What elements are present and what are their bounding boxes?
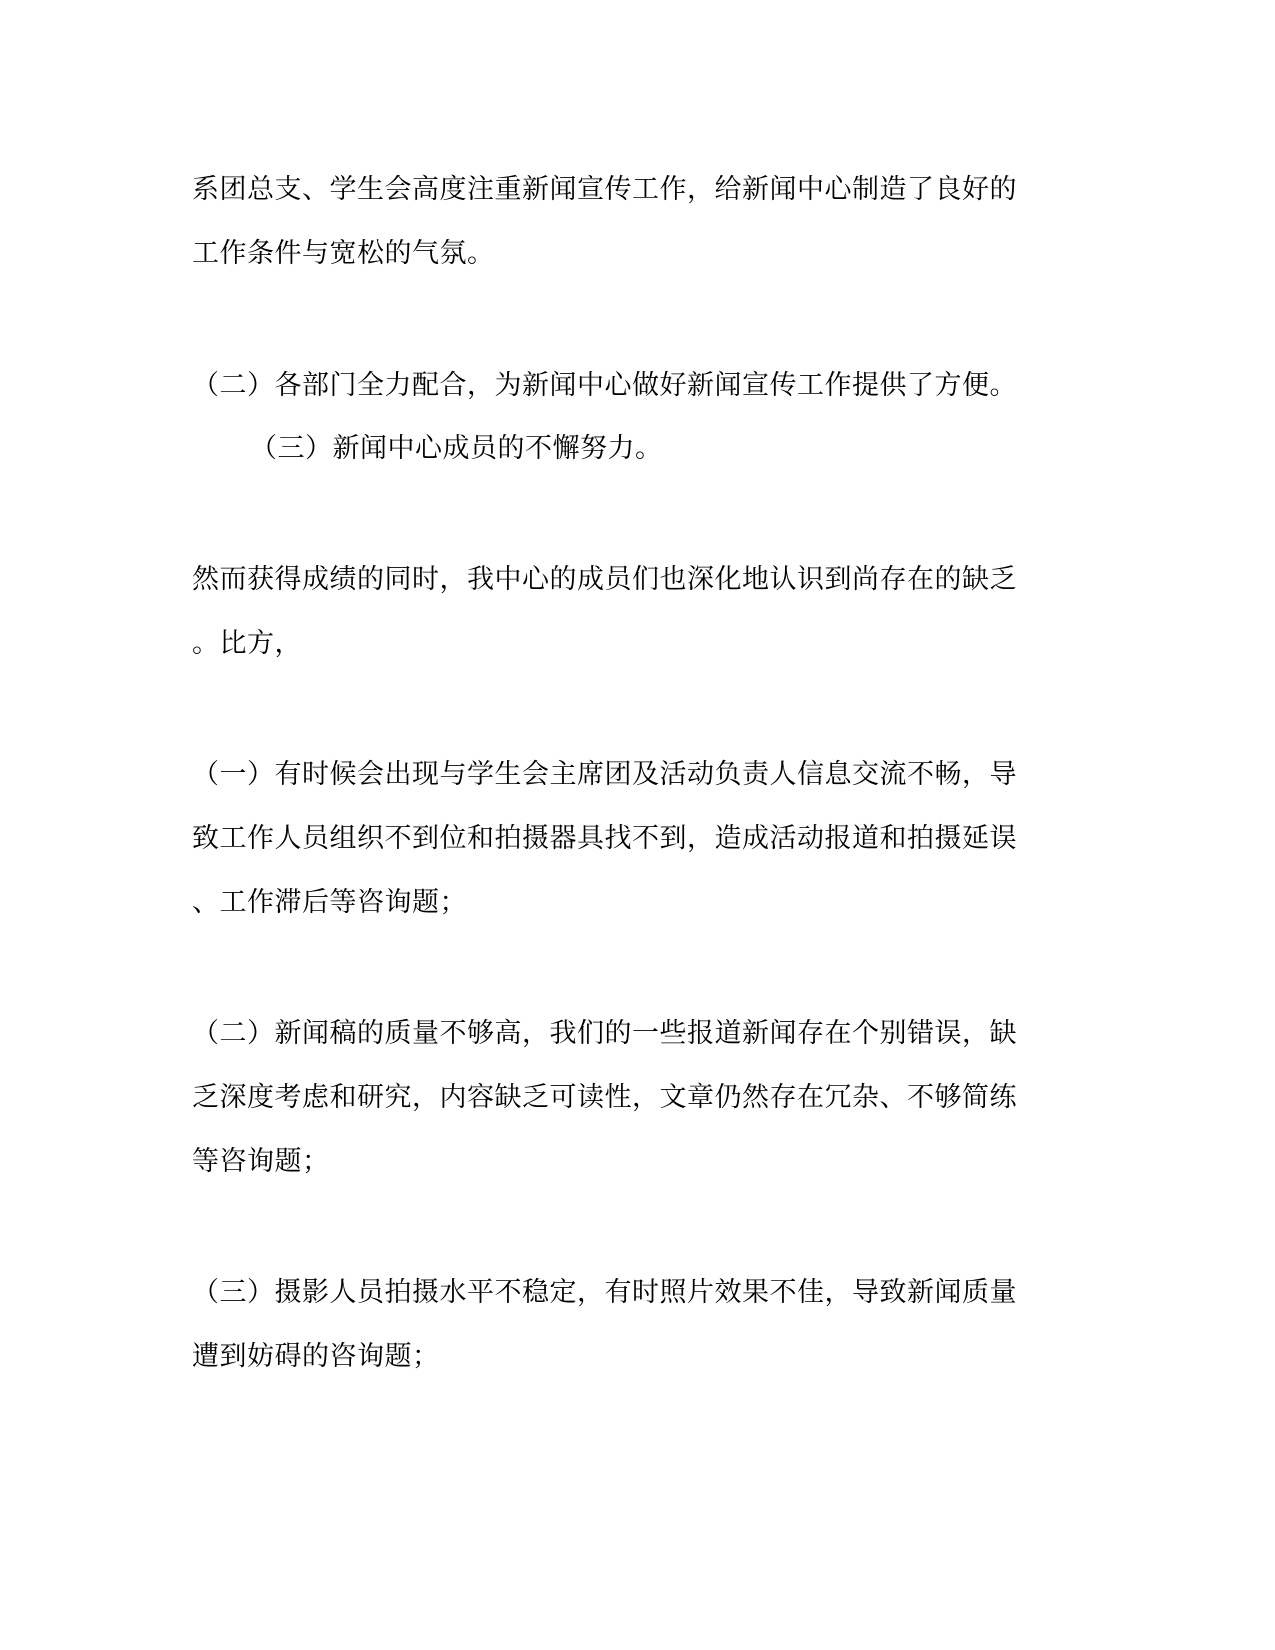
text-line: 系团总支、学生会高度注重新闻宣传工作，给新闻中心制造了良好的 xyxy=(192,174,1017,205)
text-line: （二）各部门全力配合，为新闻中心做好新闻宣传工作提供了方便。 xyxy=(192,370,1017,401)
text-line: 等咨询题； xyxy=(192,1146,330,1177)
text-line: 然而获得成绩的同时，我中心的成员们也深化地认识到尚存在的缺乏 xyxy=(192,564,1017,595)
text-line: 遭到妨碍的咨询题； xyxy=(192,1341,440,1372)
text-line: 乏深度考虑和研究，内容缺乏可读性，文章仍然存在冗杂、不够简练 xyxy=(192,1082,1017,1113)
text-line: 致工作人员组织不到位和拍摄器具找不到，造成活动报道和拍摄延误 xyxy=(192,823,1017,854)
text-line: （一）有时候会出现与学生会主席团及活动负责人信息交流不畅，导 xyxy=(192,759,1017,790)
text-line: 工作条件与宽松的气氛。 xyxy=(192,238,495,269)
text-line: （二）新闻稿的质量不够高，我们的一些报道新闻存在个别错误，缺 xyxy=(192,1018,1017,1049)
text-line: 、工作滞后等咨询题； xyxy=(192,887,467,918)
text-line: 。比方， xyxy=(192,628,302,659)
text-line: （三）摄影人员拍摄水平不稳定，有时照片效果不佳，导致新闻质量 xyxy=(192,1277,1017,1308)
text-line: （三）新闻中心成员的不懈努力。 xyxy=(250,433,663,464)
